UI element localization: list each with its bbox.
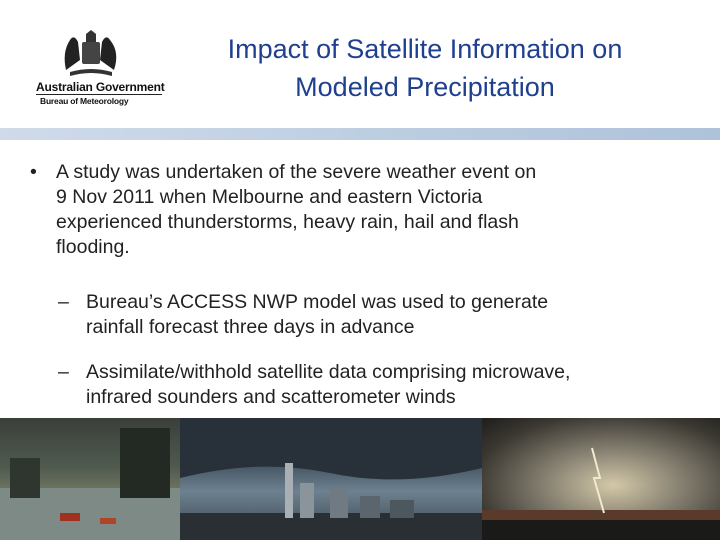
coat-of-arms-icon — [56, 30, 126, 78]
slide-title — [160, 30, 690, 106]
sub-bullet-text — [86, 360, 696, 410]
logo-divider — [36, 94, 162, 95]
bullet-line: A study was undertaken of the severe weather event on — [56, 161, 537, 183]
lightning-storm-photo — [482, 418, 720, 540]
government-label: Australian Government — [36, 80, 165, 94]
dash-mark: – — [58, 291, 69, 313]
bullet-line: 9 Nov 2011 when Melbourne and eastern Victoria — [56, 186, 483, 208]
sub-line: Assimilate/withhold satellite data comprising microwave, — [86, 361, 571, 383]
main-bullet-text — [56, 160, 666, 260]
title-line-2: Modeled Precipitation — [295, 72, 555, 102]
bureau-label: Bureau of Meteorology — [40, 96, 129, 106]
bullet-line: experienced thunderstorms, heavy rain, hail and flash — [56, 211, 519, 233]
bom-logo — [28, 30, 165, 112]
photo-strip — [0, 418, 720, 540]
dash-mark: – — [58, 361, 69, 383]
bullet-line: flooding. — [56, 236, 130, 258]
sub-line: infrared sounders and scatterometer winds — [86, 386, 456, 408]
sub-line: Bureau’s ACCESS NWP model was used to generate — [86, 291, 549, 313]
sub-bullet-text — [86, 290, 696, 340]
header-band — [0, 128, 720, 140]
flood-street-photo — [0, 418, 180, 540]
sub-line: rainfall forecast three days in advance — [86, 316, 415, 338]
bullet-mark: • — [30, 161, 37, 183]
title-line-1: Impact of Satellite Information on — [227, 34, 623, 64]
storm-cloud-city-photo — [180, 418, 482, 540]
